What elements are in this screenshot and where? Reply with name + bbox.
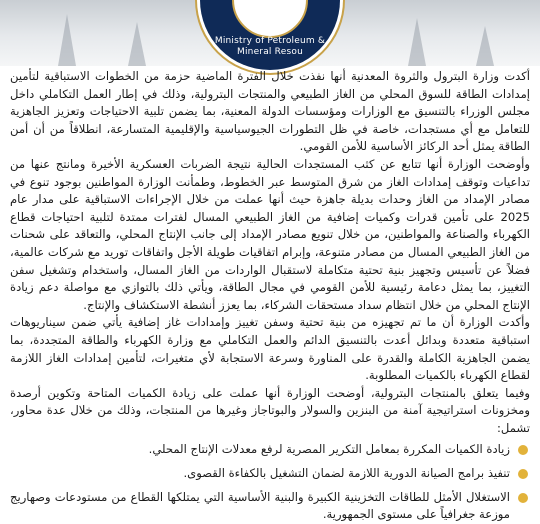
oil-rig-silhouette	[128, 22, 146, 66]
list-item	[10, 441, 530, 459]
oil-rig-silhouette	[58, 14, 76, 66]
list-item-text: زيادة الكميات المكررة بمعامل التكرير المصرية لرفع معدلات الإنتاج المحلي.	[148, 442, 510, 457]
bullet-icon	[518, 493, 528, 503]
logo-emblem-icon	[232, 0, 308, 38]
article-paragraph-4: وفيما يتعلق بالمنتجات البترولية، أوضحت الوزارة أنها عملت على زيادة الكميات المتاحة وتكوين أرصدة ومخزونات استراتيجية آمنة من البنزين والسولار والبوتاجاز وغيرها من المنتجات، وذلك من خلال عدة محاور، تشمل:	[10, 385, 530, 435]
oil-rig-silhouette	[408, 18, 426, 66]
list-item-text: تنفيذ برامج الصيانة الدورية اللازمة لضمان التشغيل بالكفاءة القصوى.	[183, 466, 510, 481]
list-item	[10, 489, 530, 524]
article-body	[10, 68, 530, 522]
bullet-icon	[518, 469, 528, 479]
bullet-icon	[518, 445, 528, 455]
list-item-text: الاستغلال الأمثل للطاقات التخزينية الكبيرة والبنية الأساسية التي يمتلكها القطاع من مستودعات وصهاريج موزعة جغرافياً على مستوى الجمهورية.	[10, 489, 510, 522]
list-item	[10, 465, 530, 483]
ministry-logo	[200, 0, 340, 70]
logo-text: Ministry of Petroleum & Mineral Resou	[214, 36, 326, 57]
oil-rig-silhouette	[476, 26, 494, 66]
article-paragraph-1: أكدت وزارة البترول والثروة المعدنية أنها نفذت خلال الفترة الماضية حزمة من الخطوات الاستباقية لتأمين إمدادات الطاقة للسوق المحلي من الغاز الطبيعي والمنتجات البترولية، وذلك في إطار العمل التكاملي داخل مجلس الوزراء بالتنسيق مع الوزارات ومؤسسات الدولة المعنية، بما يضمن تلبية الاحتياجات وتعزيز الجاهزية للتعامل مع أي مستجدات، خاصة في ظل التطورات الجيوسياسية والإقليمية المتسارعة، انطلاقاً من أن أمن الطاقة يمثل أحد الركائز الأساسية للأمن القومي.	[10, 69, 530, 154]
article-paragraph-2: وأوضحت الوزارة أنها تتابع عن كثب المستجدات الحالية نتيجة الضربات العسكرية الأخيرة ومانتج عنها من تداعيات وتوقف إمدادات الغاز من شرق المتوسط عبر الخطوط، وطمأنت الوزارة المواطنين بوجود تنوع في مصادر الإمداد من الغاز وحدات بديلة جاهزة حيث أنها عملت من خلال الإجراءات الاستباقية على مدار عام 2025 على تأمين قدرات وكميات إضافية من الغاز الطبيعي المسال لفترات ممتدة لتلبية احتياجات قطاع الكهرباء والصناعة والمواطنين، من خلال تنويع مصادر الإمداد إلى جانب الإنتاج المحلي، والتعاقد على شحنات من الغاز الطبيعي المسال من مصادر متنوعة، وإبرام اتفاقيات طويلة الأجل واتفاقات توريد مع شركات عالمية، فضلاً عن تأسيس وتجهيز بنية تحتية متكاملة لاستقبال الواردات من الغاز المسال، واستخدام وتشغيل سفن التغييز، بما يمثل دعامة رئيسية للأمن القومي في مجال الطاقة، ويأتي ذلك بالتوازي مع مواصلة دعم زيادة الإنتاج المحلي من خلال انتظام سداد مستحقات الشركاء، بما يعزز أنشطة الاستكشاف والإنتاج.	[10, 156, 530, 312]
bullet-list	[10, 441, 530, 523]
article-paragraph-3: وأكدت الوزارة أن ما تم تجهيزه من بنية تحتية وسفن تغييز وإمدادات غاز إضافية يأتي ضمن سيناريوهات استباقية متعددة وبدائل أعدت بالتنسيق الدائم والعمل التكاملي مع وزارة الكهرباء والطاقة المتجددة، بما يضمن الجاهزية الكاملة والقدرة على المناورة وسرعة الاستجابة لأي متغيرات، لتأمين إمدادات الغاز اللازمة لقطاع الكهرباء بالكميات المطلوبة.	[10, 315, 530, 383]
header-banner	[0, 0, 540, 66]
